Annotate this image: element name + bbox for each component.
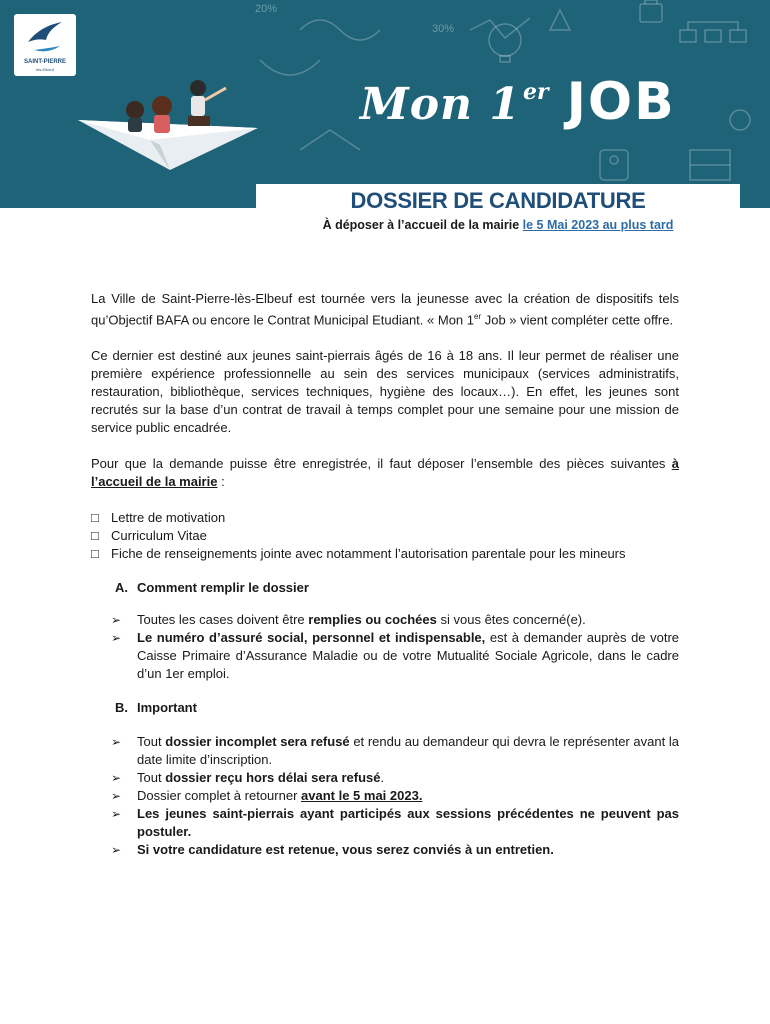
list-item <box>111 841 679 859</box>
checklist-item[interactable] <box>91 545 679 563</box>
section-b-letter: B. <box>115 700 128 716</box>
item-bold: dossier incomplet sera refusé <box>165 734 350 750</box>
list-item <box>111 733 679 769</box>
arrow-bullet-icon: ➢ <box>111 807 122 822</box>
checkbox-icon[interactable]: □ <box>91 510 99 526</box>
item-text: Dossier complet à retourner <box>137 788 302 804</box>
arrow-bullet-icon: ➢ <box>111 735 122 750</box>
list-item <box>111 611 679 629</box>
item-bold-underlined: avant le 5 mai 2023. <box>301 788 423 804</box>
item-text: . <box>380 770 385 786</box>
item-bold: Si votre candidature est retenue, vous serez conviés à un entretien. <box>137 842 554 858</box>
arrow-bullet-icon: ➢ <box>111 631 122 646</box>
arrow-bullet-icon: ➢ <box>111 843 122 858</box>
section-a-list <box>91 611 679 683</box>
arrow-bullet-icon: ➢ <box>111 789 122 804</box>
section-b-list <box>91 733 679 859</box>
checkbox-icon[interactable]: □ <box>91 528 99 544</box>
item-bold: Le numéro d’assuré social, personnel et indispensable, <box>137 630 486 646</box>
list-item <box>111 629 679 683</box>
header-banner <box>0 0 770 208</box>
bird-logo-icon <box>14 14 76 58</box>
document-body <box>91 290 679 875</box>
list-item <box>111 769 679 787</box>
deadline-prefix: À déposer à l’accueil de la mairie <box>322 218 523 232</box>
checklist-item[interactable] <box>91 527 679 545</box>
title-box <box>256 184 740 214</box>
headline-mon-1: Mon 1 <box>360 79 521 130</box>
headline-job: JOB <box>566 72 676 132</box>
mon-premier-job-headline <box>360 72 676 142</box>
item-bold: dossier reçu hors délai sera refusé <box>165 770 381 786</box>
arrow-bullet-icon: ➢ <box>111 771 122 786</box>
documents-checklist <box>91 509 679 563</box>
item-text: Toutes les cases doivent être <box>137 612 309 628</box>
intro-paragraph-3 <box>91 455 679 491</box>
paper-plane-illustration <box>78 80 258 170</box>
arrow-bullet-icon: ➢ <box>111 613 122 628</box>
list-item <box>111 787 679 805</box>
headline-superscript: er <box>522 79 549 105</box>
item-text: Tout <box>137 770 166 786</box>
intro-p3-text-a: Pour que la demande puisse être enregistrée, il faut déposer l’ensemble des pièces suivantes <box>91 456 672 472</box>
section-a-heading <box>115 579 679 597</box>
section-b-title: Important <box>137 700 197 716</box>
checklist-item[interactable] <box>91 509 679 527</box>
section-a-letter: A. <box>115 580 128 596</box>
doodle-label-20: 20% <box>255 3 278 15</box>
checkbox-icon[interactable]: □ <box>91 546 99 562</box>
intro-p1-text-a: La Ville de Saint-Pierre-lès-Elbeuf est tournée vers la jeunesse avec la création de dispositifs tels qu’Objectif BAFA ou encore le Contrat Municipal Etudiant. « Mon 1 <box>91 291 679 328</box>
item-text: et rendu au demandeur qui devra le représenter avant la date limite d’inscription. <box>137 734 680 768</box>
deadline-date-link[interactable]: le 5 Mai 2023 au plus tard <box>522 218 674 232</box>
intro-p3-underlined: à l’accueil de la mairie <box>91 456 679 490</box>
item-text: est à demander auprès de votre Caisse Primaire d’Assurance Maladie ou de votre Mutualité Sociale Agricole, dans le cadre d’un 1er emploi. <box>137 630 680 682</box>
intro-paragraph-2: Ce dernier est destiné aux jeunes saint-pierrais âgés de 16 à 18 ans. Il leur permet de réaliser une première expérience professionnelle au sein des services municipaux (services administratifs, restauration, bibliothèque, services techniques, hygiène des locaux…). En effet, les jeunes sont recrutés sur la base d’un contrat de travail à temps complet pour une semaine pour une mission de service public encadrée. <box>91 348 679 436</box>
intro-p1-text-b: Job » vient compléter cette offre. <box>481 312 674 328</box>
item-bold: remplies ou cochées <box>308 612 437 628</box>
checklist-label: Curriculum Vitae <box>111 528 207 544</box>
deadline-line <box>256 218 740 232</box>
section-b-heading <box>115 699 679 717</box>
checklist-label: Fiche de renseignements jointe avec notamment l’autorisation parentale pour les mineurs <box>111 546 626 562</box>
doodle-label-30: 30% <box>432 23 455 35</box>
list-item <box>111 805 679 841</box>
logo-city-name: SAINT-PIERRE <box>23 59 66 65</box>
saint-pierre-logo <box>14 14 76 76</box>
intro-p1-superscript: er <box>474 312 482 321</box>
intro-p3-text-c: : <box>217 474 225 490</box>
page-title: DOSSIER DE CANDIDATURE <box>350 188 646 213</box>
checklist-label: Lettre de motivation <box>111 510 226 526</box>
item-text: si vous êtes concerné(e). <box>436 612 586 628</box>
item-text: Tout <box>137 734 166 750</box>
logo-city-sub: lès-Elbeuf <box>36 67 54 72</box>
item-bold: Les jeunes saint-pierrais ayant participés aux sessions précédentes ne peuvent pas postuler. <box>137 806 679 840</box>
intro-paragraph-1 <box>91 290 679 329</box>
section-a-title: Comment remplir le dossier <box>137 580 309 596</box>
